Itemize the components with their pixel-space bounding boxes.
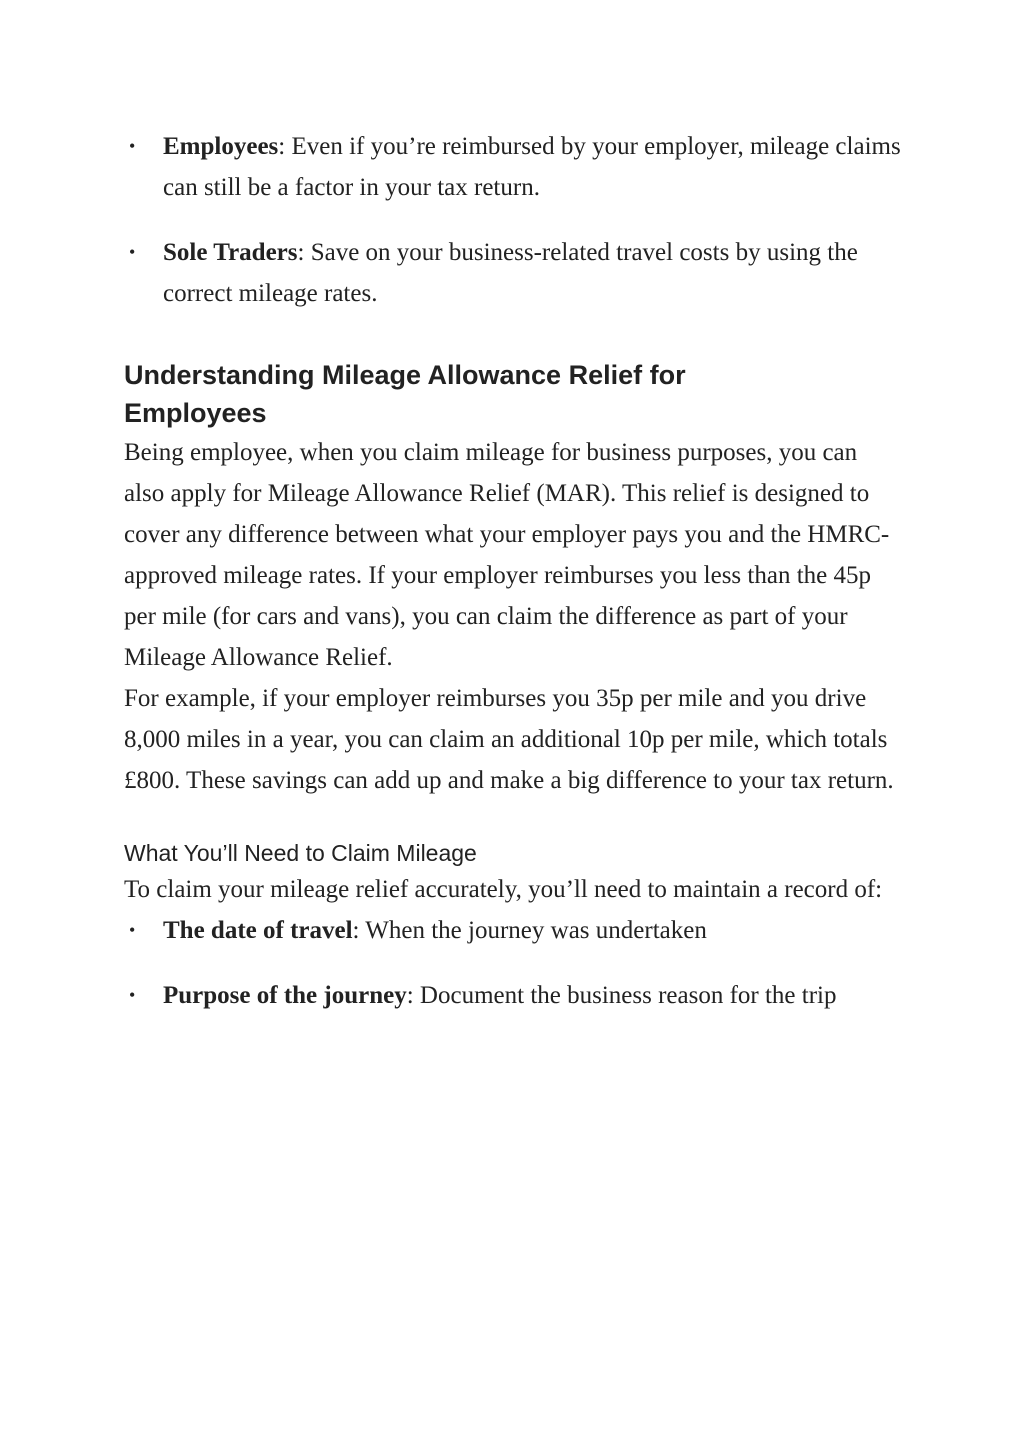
list-item-text: : Save on your business-related travel costs by using the correct mileage rates.	[163, 239, 858, 307]
list-item-term: Employees	[163, 133, 279, 160]
paragraph-example: For example, if your employer reimburses you 35p per mile and you drive 8,000 miles in a year, you can claim an additional 10p per mile, which totals £800. These savings can add up and make a big difference to your tax return.	[124, 685, 894, 794]
list-item-term: The date of travel	[163, 917, 353, 944]
list-item	[124, 910, 904, 951]
list-item-text: : Even if you’re reimbursed by your employer, mileage claims can still be a factor in your tax return.	[163, 133, 901, 201]
intro-bullet-list	[124, 126, 904, 314]
document-page	[124, 126, 904, 1016]
bullet-icon: •	[129, 985, 136, 1005]
list-item	[124, 975, 904, 1016]
paragraph-record-intro: To claim your mileage relief accurately, you’ll need to maintain a record of:	[124, 876, 883, 903]
list-item-term: Purpose of the journey	[163, 982, 407, 1009]
list-item	[124, 126, 904, 208]
list-item	[124, 232, 904, 314]
list-item-text: : When the journey was undertaken	[352, 917, 707, 944]
bullet-icon: •	[129, 920, 136, 940]
bullet-icon: •	[129, 242, 136, 262]
sub-heading: What You’ll Need to Claim Mileage	[124, 840, 477, 866]
list-item-text: : Document the business reason for the trip	[406, 982, 837, 1009]
bullet-icon: •	[129, 136, 136, 156]
record-bullet-list	[124, 910, 904, 1016]
list-item-term: Sole Traders	[163, 239, 298, 266]
paragraph-mar-explanation: Being employee, when you claim mileage for business purposes, you can also apply for Mileage Allowance Relief (MAR). This relief is designed to cover any difference between what your employer pays you and the HMRC-approved mileage rates. If your employer reimburses you less than the 45p per mile (for cars and vans), you can claim the difference as part of your Mileage Allowance Relief.	[124, 439, 890, 671]
section-heading: Understanding Mileage Allowance Relief for Employees	[124, 360, 686, 428]
